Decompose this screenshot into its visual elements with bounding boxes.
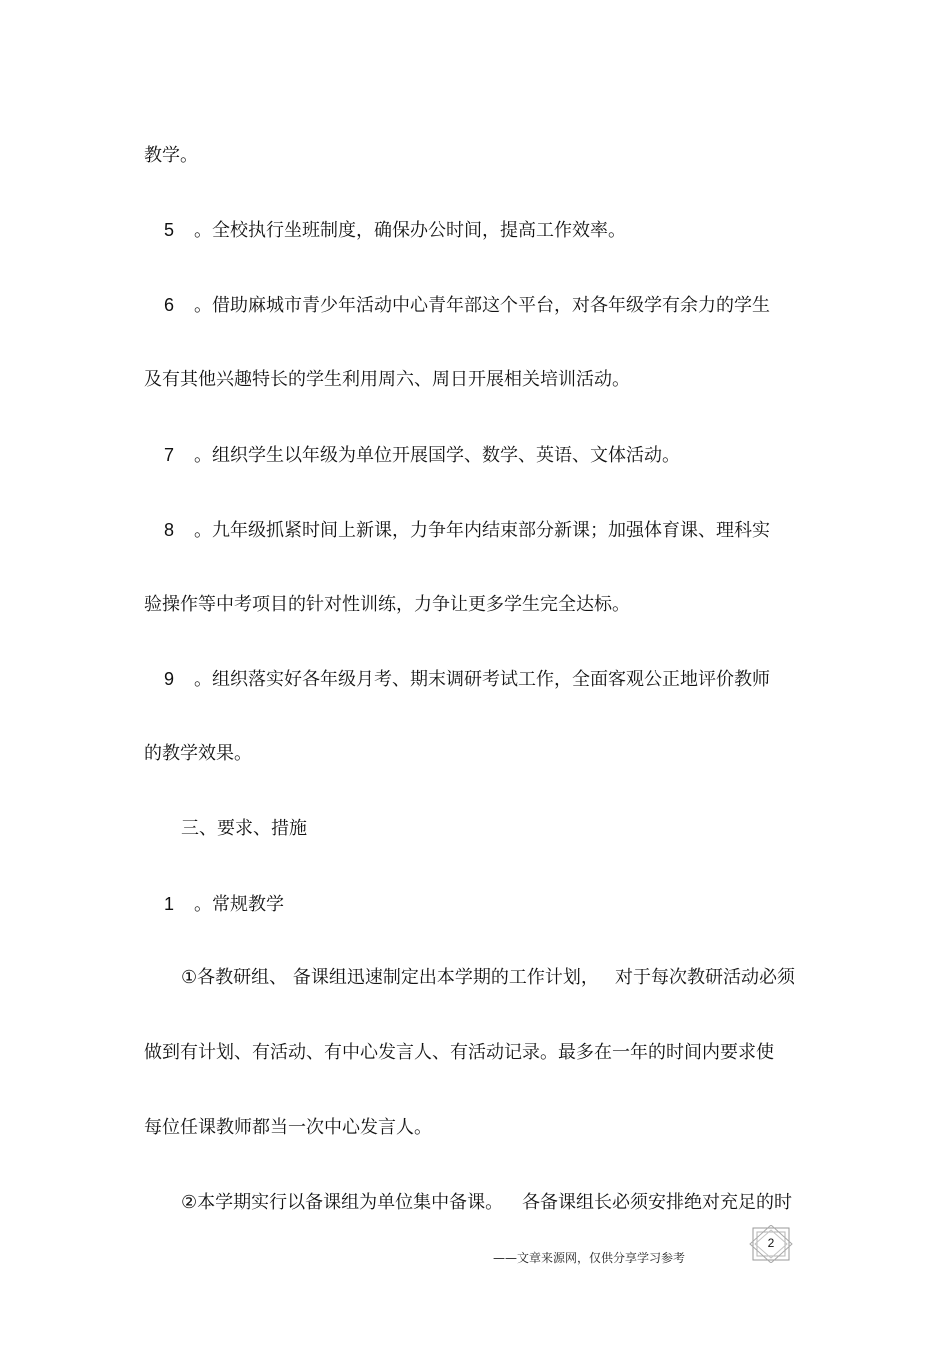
list-item-9: 9 。组织落实好各年级月考、期末调研考试工作，全面客观公正地评价教师 <box>164 669 771 690</box>
list-number: 5 <box>164 220 175 240</box>
list-number: 9 <box>164 669 175 689</box>
paragraph-line: 每位任课教师都当一次中心发言人。 <box>144 1117 432 1138</box>
list-item-8: 8 。九年级抓紧时间上新课，力争年内结束部分新课；加强体育课、理科实 <box>164 520 771 541</box>
paragraph-line: 验操作等中考项目的针对性训练，力争让更多学生完全达标。 <box>144 594 630 615</box>
paragraph-line: 各备课组长必须安排绝对充足的时 <box>522 1192 792 1213</box>
paragraph-line: ②本学期实行以备课组为单位集中备课。 <box>181 1192 504 1213</box>
section-heading: 三、要求、措施 <box>181 818 307 839</box>
list-number: 1 <box>164 894 175 914</box>
list-number: 6 <box>164 295 175 315</box>
paragraph-line: 教学。 <box>144 145 198 166</box>
footer-note: ——文章来源网，仅供分享学习参考 <box>493 1251 686 1265</box>
list-number: 8 <box>164 520 175 540</box>
paragraph-line: ①各教研组、 备课组迅速制定出本学期的工作计划， <box>181 967 599 988</box>
paragraph-line: 的教学效果。 <box>144 743 252 764</box>
list-item-1: 1 。常规教学 <box>164 894 285 915</box>
list-item-5: 5 。全校执行坐班制度，确保办公时间，提高工作效率。 <box>164 220 627 241</box>
page-number-badge <box>748 1225 794 1263</box>
page-number: 2 <box>767 1236 775 1250</box>
list-number: 7 <box>164 445 175 465</box>
paragraph-line: 对于每次教研活动必须 <box>615 967 795 988</box>
paragraph-line: 做到有计划、有活动、有中心发言人、有活动记录。最多在一年的时间内要求使 <box>144 1042 774 1063</box>
paragraph-line: 及有其他兴趣特长的学生利用周六、周日开展相关培训活动。 <box>144 369 630 390</box>
list-item-7: 7 。组织学生以年级为单位开展国学、数学、英语、文体活动。 <box>164 445 681 466</box>
list-item-6: 6 。借助麻城市青少年活动中心青年部这个平台，对各年级学有余力的学生 <box>164 295 771 316</box>
